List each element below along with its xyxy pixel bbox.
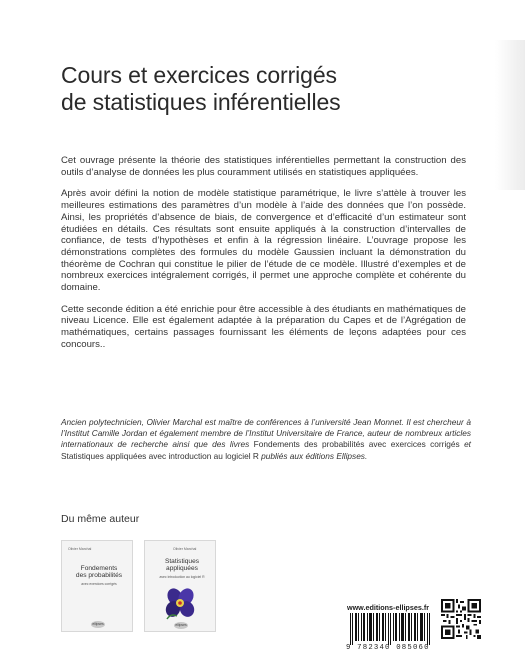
book-subtitle: avec exercices corrigés [81, 582, 117, 586]
isbn-number: 9 782340 085060 [346, 644, 430, 652]
book-cover-probabilites [61, 540, 133, 632]
book-title-line-1: Fondements [80, 565, 118, 572]
bio-book-2: Statistiques appliquées avec introduction au logiciel R [61, 450, 259, 461]
book-title-line-2: appliquées [166, 565, 198, 572]
author-bio [61, 417, 471, 462]
book-author: Olivier Marchal [173, 547, 197, 551]
book-title [61, 62, 481, 116]
page-edge-shadow [495, 40, 525, 190]
orchid-image [159, 583, 201, 625]
book-subtitle: avec introduction au logiciel R [159, 575, 205, 579]
publisher-website: www.editions-ellipses.fr [347, 603, 430, 612]
paragraph-content: Après avoir défini la notion de modèle statistique paramétrique, le livre s’attèle à trouver les meilleures estimations des paramètres d’un modèle à l’aide des données que l’on possède. Ainsi, les propriétés d’absence de biais, de convergence et d’efficacité d’un estimateur sont étudiées en détails. Ces résultats sont ensuite appliqués à la construction d’intervalles de confiance, de tests d’hypothèses et enfin à la régression linéaire. L’ouvrage propose les démonstrations complètes des formules du modèle Gaussien incluant la démonstration du théorème de Cochran qui constitue le pilier de l’étude de ce modèle. Illustré d’exemples et de nombreux exercices intégralement corrigés, il permet une approche complète et cohérente du domaine. [61, 188, 466, 294]
book-author: Olivier Marchal [68, 547, 92, 551]
same-author-heading: Du même auteur [61, 513, 140, 525]
book-title-line-2: des probabilités [75, 572, 123, 579]
paragraph-edition: Cette seconde édition a été enrichie pour être accessible à des étudiants en mathématiques de niveau Licence. Elle est également adaptée à la préparation du Capes et de l’Agrégation de mathématiques, certains passages fournissant les éléments de leçons adaptées pour ces concours.. [61, 303, 466, 350]
publisher-logo: ellipses [92, 622, 104, 626]
title-line-1: Cours et exercices corrigés [61, 62, 337, 88]
description [61, 155, 466, 361]
bio-part-1: Ancien polytechnicien, Olivier Marchal est maître de conférences à l’université Jean Monnet. Il est chercheur à l’Institut Camille Jordan et également membre de l’Institut Universitaire de France, auteur de nombreux articles internationaux de recherche ainsi que des livres [61, 417, 471, 450]
bio-mid: et [459, 439, 471, 450]
publisher-logo: ellipses [175, 623, 187, 627]
paragraph-intro: Cet ouvrage présente la théorie des statistiques inférentielles permettant la construction des outils d’analyse de données les plus couramment utilisés en statistiques appliquées. [61, 155, 466, 178]
book-title-line-1: Statistiques [164, 558, 200, 565]
title-line-2: de statistiques inférentielles [61, 89, 341, 115]
bio-book-1: Fondements des probabilités avec exercices corrigés [253, 439, 460, 450]
qr-code-image [441, 599, 481, 639]
bio-part-2: publiés aux éditions Ellipses. [258, 450, 368, 461]
book-cover-statistiques [144, 540, 216, 632]
barcode-image [350, 613, 432, 645]
